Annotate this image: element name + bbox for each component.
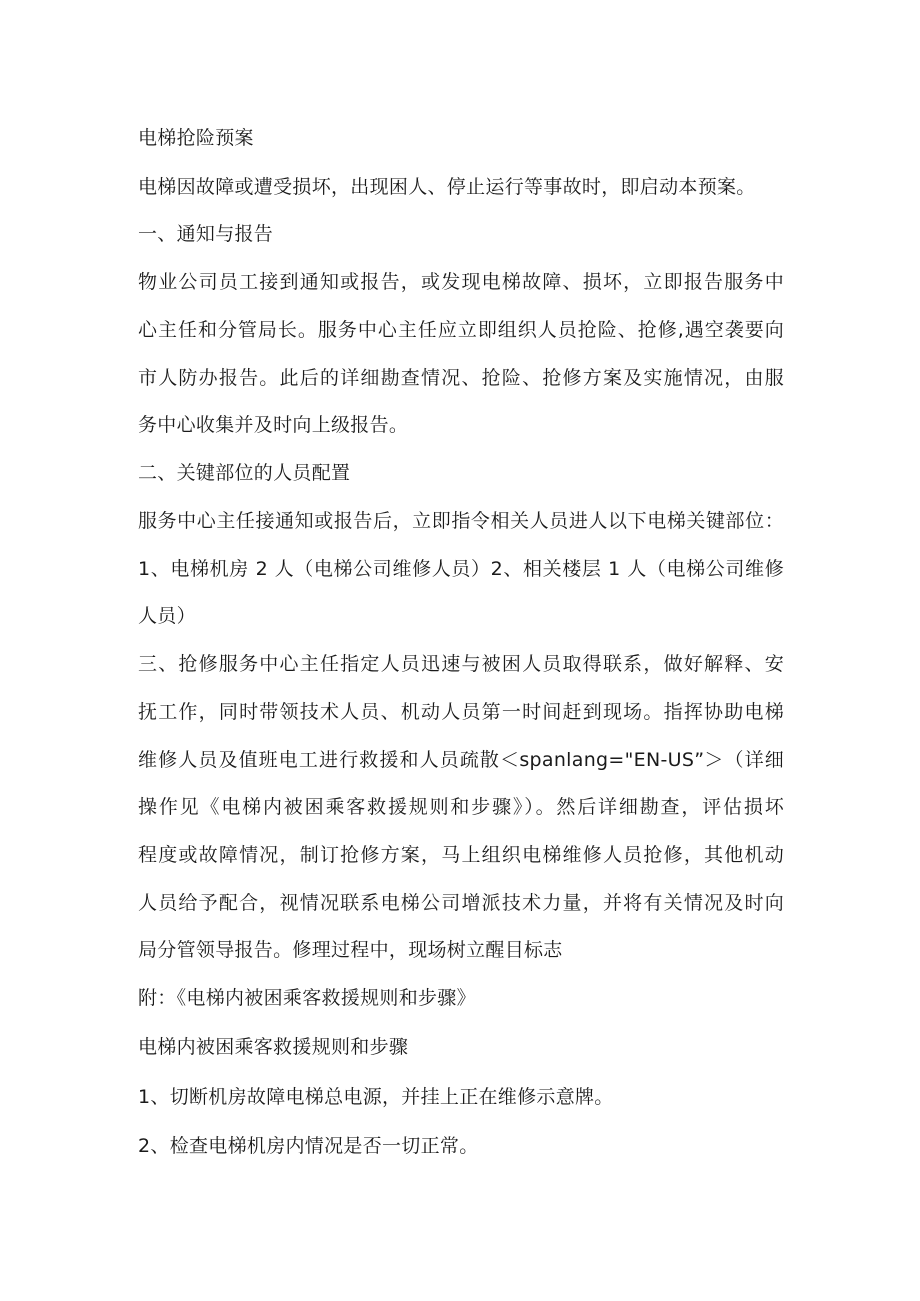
section3-line: 人员给予配合，视情况联系电梯公司增派技术力量，并将有关情况及时向 [138,892,784,914]
section3-line: 维修人员及值班电工进行救援和人员疏散＜spanlang="EN-US”＞（详细 [138,749,784,771]
intro-paragraph: 电梯因故障或遭受损坏，出现困人、停止运行等事故时，即启动本预案。 [138,176,756,198]
appendix-step: 2、检查电梯机房内情况是否一切正常。 [138,1135,479,1157]
appendix-heading: 电梯内被困乘客救援规则和步骤 [138,1036,409,1058]
document-title: 电梯抢险预案 [138,127,254,149]
section2-line: 人员） [138,605,196,627]
appendix-step: 1、切断机房故障电梯总电源，并挂上正在维修示意牌。 [138,1086,614,1108]
section1-line: 心主任和分管局长。服务中心主任应立即组织人员抢险、抢修,遇空袭要向 [138,319,784,341]
section3-line: 操作见《电梯内被困乘客救援规则和步骤》）。然后详细勘查，评估损坏 [138,796,784,818]
section2-heading: 二、关键部位的人员配置 [138,462,351,484]
section3-line: 局分管领导报告。修理过程中，现场树立醒目标志 [138,939,563,961]
section1-line: 物业公司员工接到通知或报告，或发现电梯故障、损坏，立即报告服务中 [138,271,784,293]
section2-line: 服务中心主任接通知或报告后，立即指令相关人员进人以下电梯关键部位： [138,510,784,532]
section1-line: 市人防办报告。此后的详细勘查情况、抢险、抢修方案及实施情况，由服 [138,367,784,389]
appendix-note: 附：《电梯内被困乘客救援规则和步骤》 [138,987,476,1009]
section3-line: 三、抢修服务中心主任指定人员迅速与被困人员取得联系，做好解释、安 [138,653,784,675]
section1-heading: 一、通知与报告 [138,223,274,245]
section3-line: 抚工作，同时带领技术人员、机动人员第一时间赶到现场。指挥协助电梯 [138,701,784,723]
section2-line: 1、电梯机房 2 人（电梯公司维修人员）2、相关楼层 1 人（电梯公司维修 [138,558,784,580]
section1-line: 务中心收集并及时向上级报告。 [138,414,409,436]
section3-line: 程度或故障情况，制订抢修方案，马上组织电梯维修人员抢修，其他机动 [138,844,784,866]
